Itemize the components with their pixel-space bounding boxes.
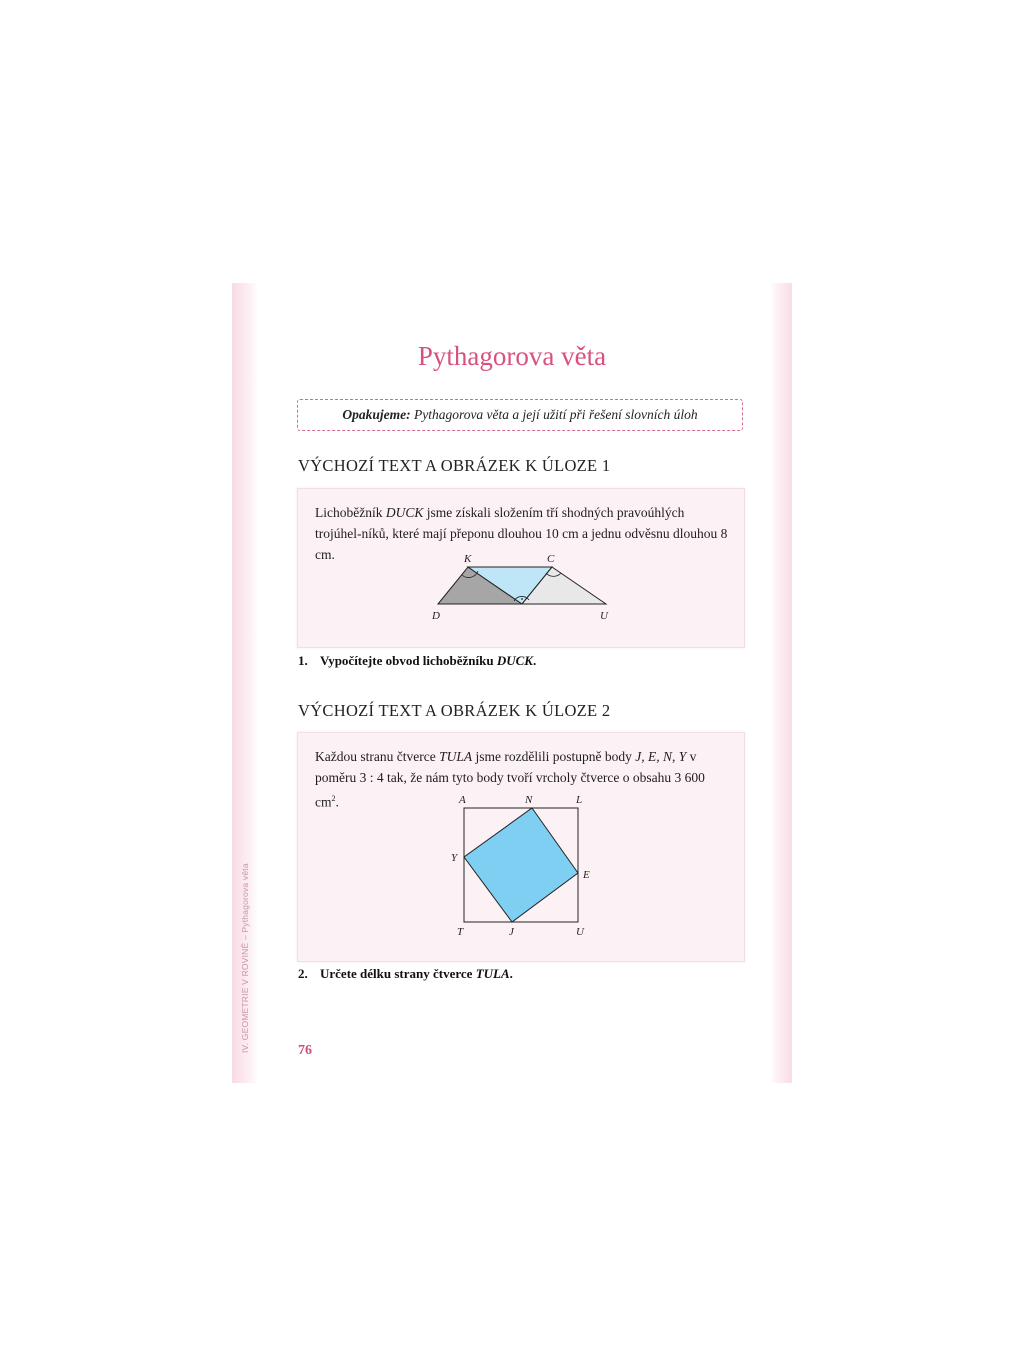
inner-square-jeny	[464, 808, 578, 922]
label-e: E	[583, 869, 590, 881]
section1-text: Lichoběžník DUCK jsme získali složením tří shodných pravoúhlých trojúhel-níků, které mají přeponu dlouhou 10 cm a jednu odvěsnu dlouhou 8 cm.	[315, 505, 728, 562]
label-n: N	[525, 794, 533, 806]
side-running-title: IV. GEOMETRIE V ROVINĚ – Pythagorova věta	[240, 863, 250, 1053]
page-title: Pythagorova věta	[417, 341, 607, 371]
section1-box	[297, 488, 745, 648]
page-number: 76	[298, 1043, 312, 1058]
label-u: U	[600, 610, 608, 622]
section2-box	[297, 732, 745, 962]
banner-text: Pythagorova věta a její užití při řešení slovních úloh	[413, 407, 698, 422]
trapezoid-figure	[298, 489, 744, 647]
task-2: 2. Určete délku strany čtverce TULA.	[298, 966, 513, 981]
label-t: T	[457, 926, 464, 938]
label-u2: U	[576, 926, 584, 938]
task-1: 1. Vypočítejte obvod lichoběžníku DUCK.	[298, 653, 537, 668]
right-angle-dot	[521, 598, 523, 600]
label-j: J	[509, 926, 514, 938]
page-edge-right	[770, 283, 792, 1083]
label-y: Y	[451, 852, 458, 864]
section1-heading: VÝCHOZÍ TEXT A OBRÁZEK K ÚLOZE 1	[298, 456, 611, 475]
review-banner	[297, 399, 743, 431]
label-a: A	[459, 794, 466, 806]
textbook-page	[232, 283, 792, 1083]
section2-text: Každou stranu čtverce TULA jsme rozdělili postupně body J, E, N, Y v poměru 3 : 4 tak, že nám tyto body tvoří vrcholy čtverce o obsahu 3 600 $cm^2$.	[315, 749, 705, 810]
banner-label: Opakujeme:	[342, 407, 411, 422]
square-figure	[298, 733, 744, 961]
section2-heading: VÝCHOZÍ TEXT A OBRÁZEK K ÚLOZE 2	[298, 701, 611, 720]
label-d: D	[432, 610, 440, 622]
label-l: L	[576, 794, 583, 806]
label-k: K	[464, 553, 472, 565]
label-c: C	[547, 553, 555, 565]
